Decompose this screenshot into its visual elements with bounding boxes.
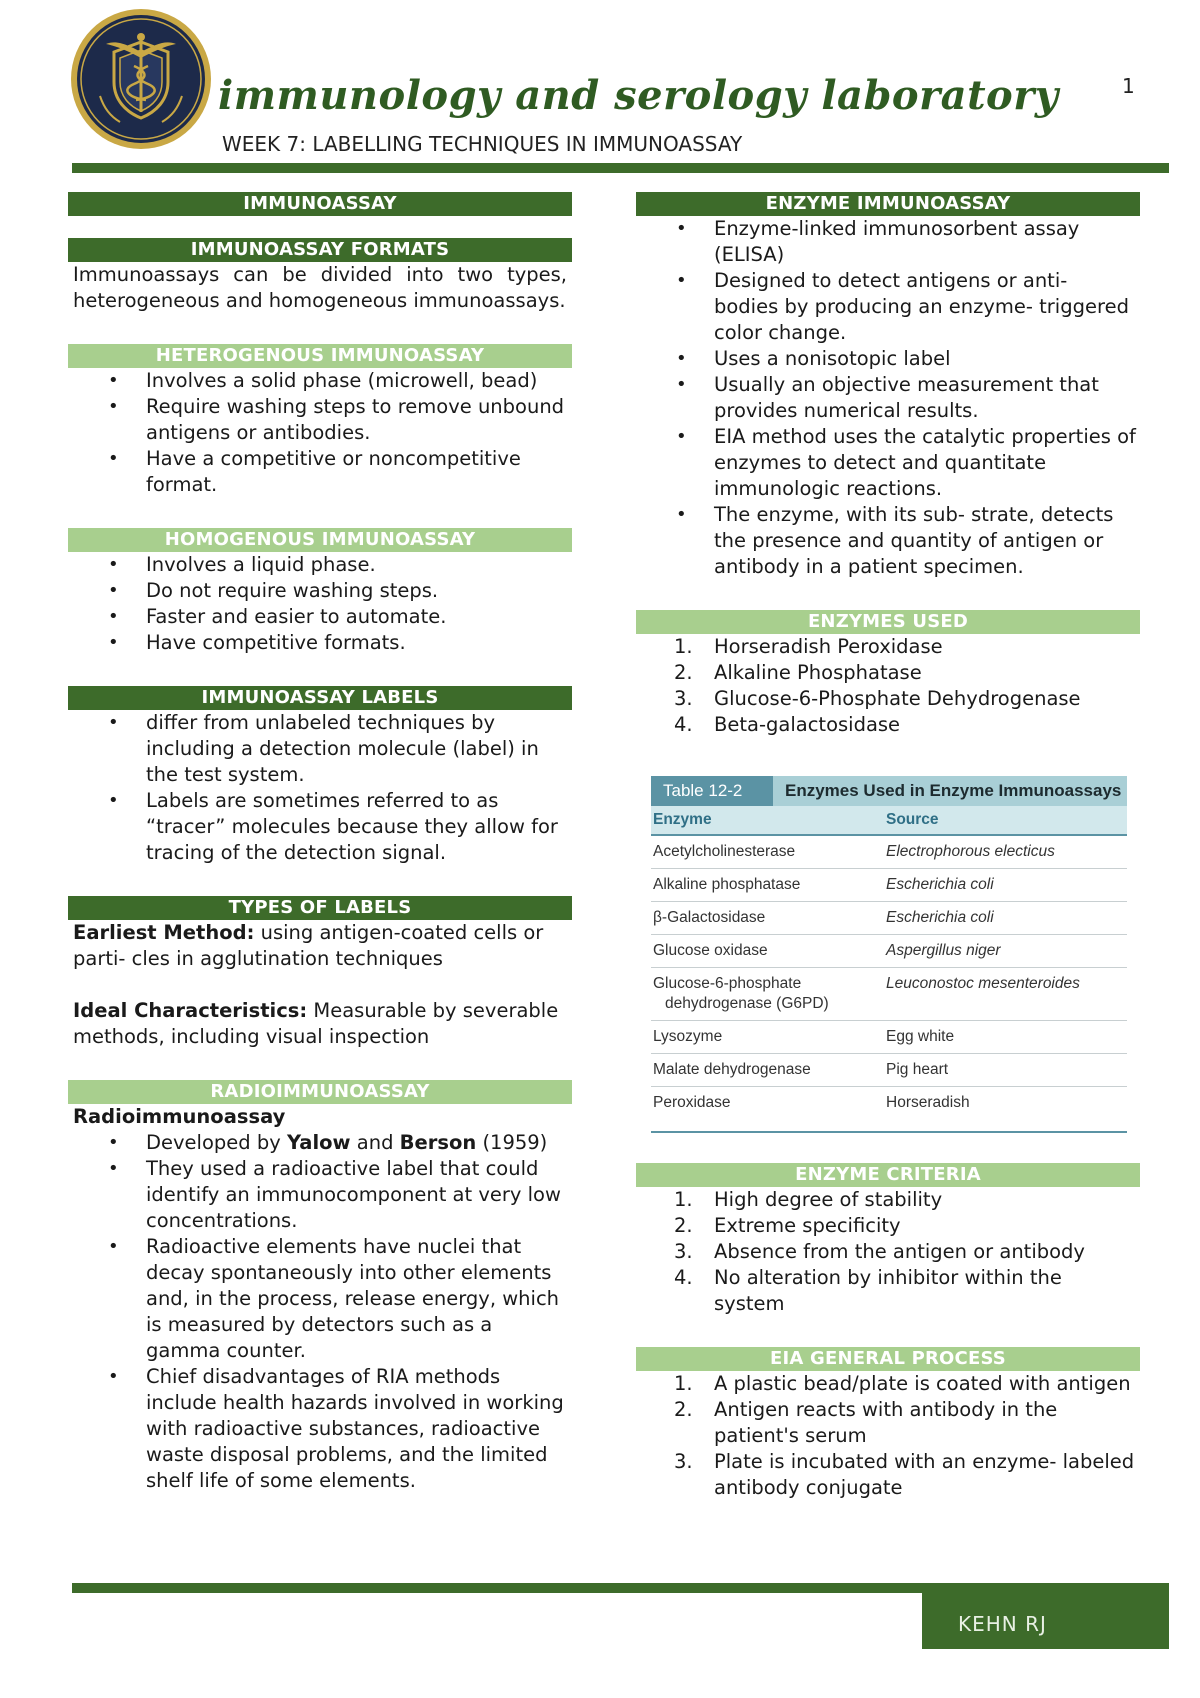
list-item: 3. Absence from the antigen or antibody bbox=[674, 1240, 1085, 1263]
table-title-bar bbox=[651, 776, 1127, 806]
author-name: KEHN RJ bbox=[958, 1612, 1047, 1636]
earliest-method-paragraph bbox=[73, 920, 567, 972]
list-item: • Uses a nonisotopic label bbox=[636, 346, 1140, 372]
enzymes-used-list bbox=[636, 634, 1140, 738]
list-item: • Labels are sometimes referred to as “tracer” molecules because they allow for tracing of the detection signal. bbox=[68, 788, 572, 866]
list-item: 1. Horseradish Peroxidase bbox=[674, 635, 943, 658]
list-item: 2. Extreme specificity bbox=[674, 1214, 901, 1237]
formats-paragraph: Immunoassays can be divided into two types, heterogeneous and homogeneous immunoassays. bbox=[73, 263, 567, 312]
list-item: 4. No alteration by inhibitor within the system bbox=[674, 1266, 1062, 1315]
column-header-enzyme: Enzyme bbox=[653, 811, 712, 828]
table-header bbox=[651, 806, 1127, 836]
list-item: • Involves a solid phase (microwell, bead) bbox=[68, 368, 572, 394]
heterogenous-list bbox=[68, 368, 572, 498]
eia-process-list bbox=[636, 1371, 1140, 1501]
right-column bbox=[636, 192, 1140, 1501]
section-header-immunoassay: IMMUNOASSAY bbox=[68, 192, 572, 216]
ria-subheading: Radioimmunoassay bbox=[73, 1105, 286, 1128]
table-row: Malate dehydrogenase Pig heart bbox=[651, 1054, 1127, 1087]
list-item: • Radioactive elements have nuclei that decay spontaneously into other elements and, in the process, release energy, which is measured by detectors such as a gamma counter. bbox=[68, 1234, 572, 1364]
table-title: Enzymes Used in Enzyme Immunoassays bbox=[773, 776, 1127, 806]
list-item: 3. Glucose-6-Phosphate Dehydrogenase bbox=[674, 687, 1081, 710]
list-item: • Require washing steps to remove unbound antigens or antibodies. bbox=[68, 394, 572, 446]
section-header-labels: IMMUNOASSAY LABELS bbox=[68, 686, 572, 710]
ideal-characteristics-label: Ideal Characteristics: bbox=[73, 999, 308, 1022]
list-item: • Designed to detect antigens or anti- bodies by producing an enzyme- triggered color change. bbox=[636, 268, 1140, 346]
earliest-method-label: Earliest Method: bbox=[73, 921, 255, 944]
page-title: immunology and serology laboratory bbox=[218, 72, 1059, 119]
earliest-method-text: using antigen-coated cells or parti- cles in agglutination techniques bbox=[73, 921, 544, 970]
ria-item1-yalow: Yalow bbox=[286, 1131, 351, 1154]
list-item: 1. A plastic bead/plate is coated with antigen bbox=[674, 1372, 1131, 1395]
ria-item1-text: Developed by bbox=[146, 1131, 287, 1154]
list-item: • Usually an objective measurement that provides numerical results. bbox=[636, 372, 1140, 424]
table-row: Glucose oxidase Aspergillus niger bbox=[651, 935, 1127, 968]
ria-item1-and: and bbox=[350, 1131, 400, 1154]
list-item: • Involves a liquid phase. bbox=[68, 552, 572, 578]
list-item: 2. Alkaline Phosphatase bbox=[674, 661, 922, 684]
left-column bbox=[68, 192, 572, 1494]
page-number: 1 bbox=[1122, 74, 1135, 98]
section-header-types-of-labels: TYPES OF LABELS bbox=[68, 896, 572, 920]
list-item: • Have competitive formats. bbox=[68, 630, 572, 656]
homogenous-list bbox=[68, 552, 572, 656]
list-item: 2. Antigen reacts with antibody in the patient's serum bbox=[674, 1398, 1058, 1447]
section-header-heterogenous: HETEROGENOUS IMMUNOASSAY bbox=[68, 344, 572, 368]
section-header-enzyme-criteria: ENZYME CRITERIA bbox=[636, 1163, 1140, 1187]
enzyme-immunoassay-list bbox=[636, 216, 1140, 580]
logo bbox=[70, 8, 212, 150]
table-row: Acetylcholinesterase Electrophorous electicus bbox=[651, 836, 1127, 869]
table-number: Table 12-2 bbox=[663, 781, 743, 800]
caduceus-shield-icon bbox=[70, 8, 212, 150]
ideal-characteristics-text: Measurable by severable methods, including visual inspection bbox=[73, 999, 559, 1048]
list-item: • Faster and easier to automate. bbox=[68, 604, 572, 630]
list-item: • Chief disadvantages of RIA methods include health hazards involved in working with radioactive substances, radioactive waste disposal problems, and the limited shelf life of some elements. bbox=[68, 1364, 572, 1494]
section-header-formats: IMMUNOASSAY FORMATS bbox=[68, 238, 572, 262]
table-row: Glucose-6-phosphate dehydrogenase (G6PD) Leuconostoc mesenteroides bbox=[651, 968, 1127, 1021]
ria-item1-year: (1959) bbox=[476, 1131, 548, 1154]
section-header-radioimmunoassay: RADIOIMMUNOASSAY bbox=[68, 1080, 572, 1104]
section-header-homogenous: HOMOGENOUS IMMUNOASSAY bbox=[68, 528, 572, 552]
column-header-source: Source bbox=[886, 811, 939, 828]
list-item: • differ from unlabeled techniques by including a detection molecule (label) in the test system. bbox=[68, 710, 572, 788]
section-header-enzyme-immunoassay: ENZYME IMMUNOASSAY bbox=[636, 192, 1140, 216]
section-header-enzymes-used: ENZYMES USED bbox=[636, 610, 1140, 634]
header-divider bbox=[72, 163, 1169, 173]
list-item: • They used a radioactive label that could identify an immunocomponent at very low concentrations. bbox=[68, 1156, 572, 1234]
list-item: • Do not require washing steps. bbox=[68, 578, 572, 604]
list-item: 3. Plate is incubated with an enzyme- labeled antibody conjugate bbox=[674, 1450, 1135, 1499]
table-row: Lysozyme Egg white bbox=[651, 1021, 1127, 1054]
list-item: • Have a competitive or noncompetitive format. bbox=[68, 446, 572, 498]
enzyme-criteria-list bbox=[636, 1187, 1140, 1317]
page-subtitle: WEEK 7: LABELLING TECHNIQUES IN IMMUNOASSAY bbox=[222, 132, 743, 156]
labels-list bbox=[68, 710, 572, 866]
ria-item1-berson: Berson bbox=[399, 1131, 477, 1154]
list-item: 4. Beta-galactosidase bbox=[674, 713, 901, 736]
table-row: β-Galactosidase Escherichia coli bbox=[651, 902, 1127, 935]
list-item: • The enzyme, with its sub- strate, detects the presence and quantity of antigen or antibody in a patient specimen. bbox=[636, 502, 1140, 580]
ideal-characteristics-paragraph bbox=[73, 998, 567, 1050]
ria-list bbox=[68, 1130, 572, 1494]
list-item: • Enzyme-linked immunosorbent assay (ELISA) bbox=[636, 216, 1140, 268]
list-item bbox=[68, 1130, 572, 1156]
enzymes-table bbox=[651, 776, 1127, 1133]
list-item: • EIA method uses the catalytic properties of enzymes to detect and quantitate immunologic reactions. bbox=[636, 424, 1140, 502]
table-row: Alkaline phosphatase Escherichia coli bbox=[651, 869, 1127, 902]
list-item: 1. High degree of stability bbox=[674, 1188, 943, 1211]
section-header-eia-general-process: EIA GENERAL PROCESS bbox=[636, 1347, 1140, 1371]
table-row: Peroxidase Horseradish bbox=[651, 1087, 1127, 1133]
